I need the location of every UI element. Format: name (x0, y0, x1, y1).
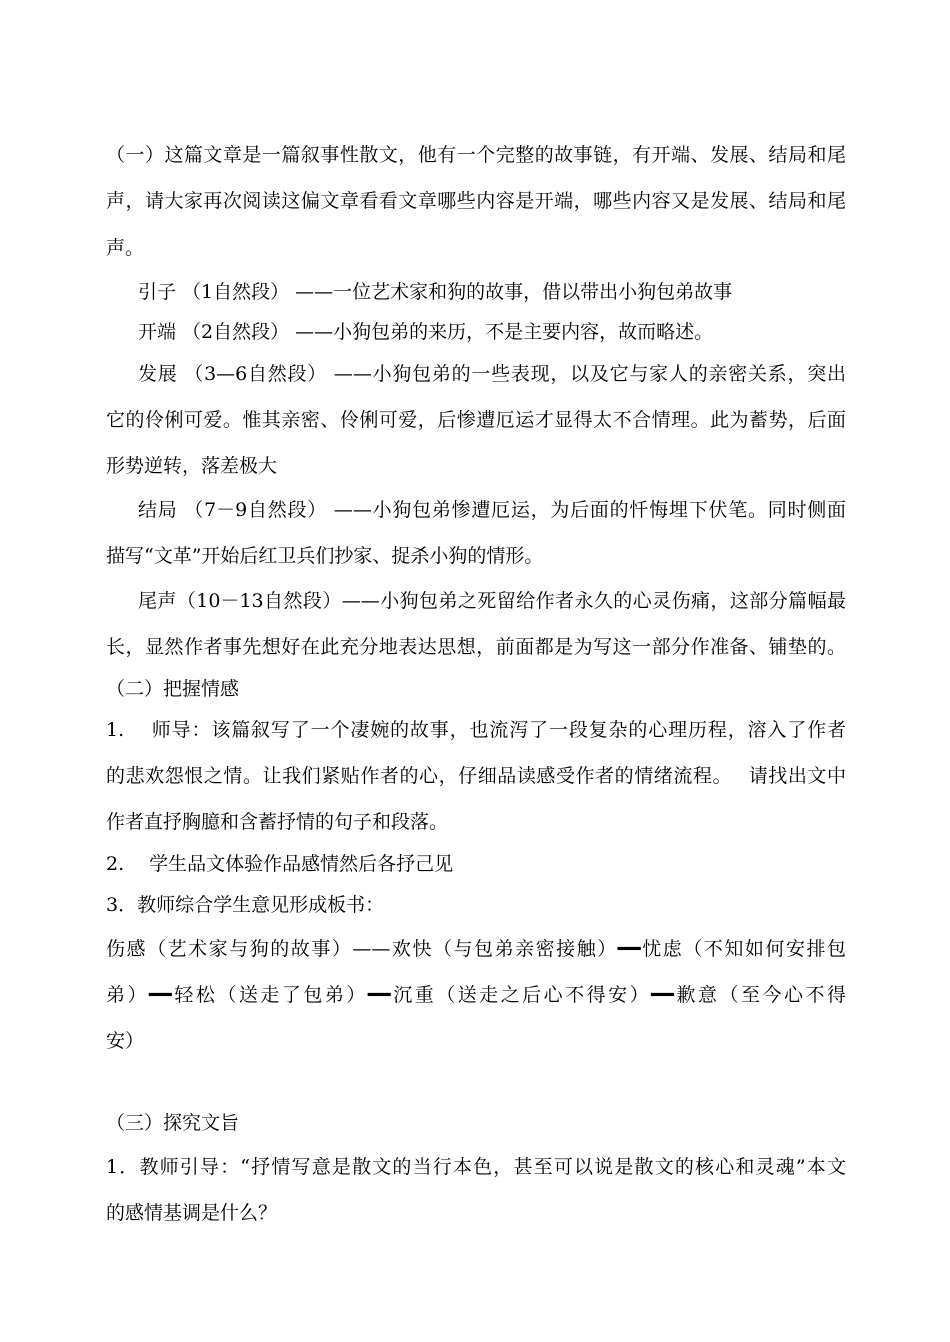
text-line: 引子 （1自然段） ——一位艺术家和狗的故事，借以带出小狗包弟故事 (138, 281, 733, 303)
text-line: 1. 师导：该篇叙写了一个凄婉的故事，也流泻了一段复杂的心理历程，溶入了作者 (106, 719, 846, 741)
text-line: 开端 （2自然段） ——小狗包弟的来历，不是主要内容，故而略述。 (138, 321, 714, 343)
text-line: 伤感（艺术家与狗的故事）——欢快（与包弟亲密接触）━━忧虑（不知如何安排包 (106, 938, 846, 960)
section-heading: （二）把握情感 (106, 678, 240, 700)
text-line: 的悲欢怨恨之情。让我们紧贴作者的心，仔细品读感受作者的情绪流程。 请找出文中 (106, 765, 846, 787)
text-line: （一）这篇文章是一篇叙事性散文，他有一个完整的故事链，有开端、发展、结局和尾 (106, 144, 846, 166)
text-line: 发展 （3—6自然段） ——小狗包弟的一些表现，以及它与家人的亲密关系，突出 (138, 363, 846, 385)
text-line: 描写“文革”开始后红卫兵们抄家、捉杀小狗的情形。 (106, 545, 544, 567)
text-line: 3．教师综合学生意见形成板书： (106, 894, 385, 916)
text-line: 长，显然作者事先想好在此充分地表达思想，前面都是为写这一部分作准备、铺垫的。 (106, 636, 846, 658)
section-heading: （三）探究文旨 (106, 1112, 240, 1134)
text-line: 2. 学生品文体验作品感情然后各抒己见 (106, 853, 454, 875)
text-line: 声。 (106, 237, 145, 259)
text-line: 安） (106, 1030, 145, 1052)
text-line: 作者直抒胸臆和含蓄抒情的句子和段落。 (106, 811, 449, 833)
text-line: 结局 （7－9自然段） ——小狗包弟惨遭厄运，为后面的忏悔埋下伏笔。同时侧面 (138, 499, 846, 521)
text-line: 形势逆转，落差极大 (106, 455, 278, 477)
text-line: 弟）━━轻松（送走了包弟）━━沉重（送走之后心不得安）━━歉意（至今心不得 (106, 984, 846, 1006)
text-line: 尾声（10－13自然段）——小狗包弟之死留给作者永久的心灵伤痛，这部分篇幅最 (138, 590, 846, 612)
text-line: 的感情基调是什么？ (106, 1202, 278, 1224)
text-line: 1．教师引导：“抒情写意是散文的当行本色，甚至可以说是散文的核心和灵魂”本文 (106, 1156, 846, 1178)
text-line: 声，请大家再次阅读这偏文章看看文章哪些内容是开端，哪些内容又是发展、结局和尾 (106, 190, 846, 212)
text-line: 它的伶俐可爱。惟其亲密、伶俐可爱，后惨遭厄运才显得太不合情理。此为蓄势，后面 (106, 409, 846, 431)
